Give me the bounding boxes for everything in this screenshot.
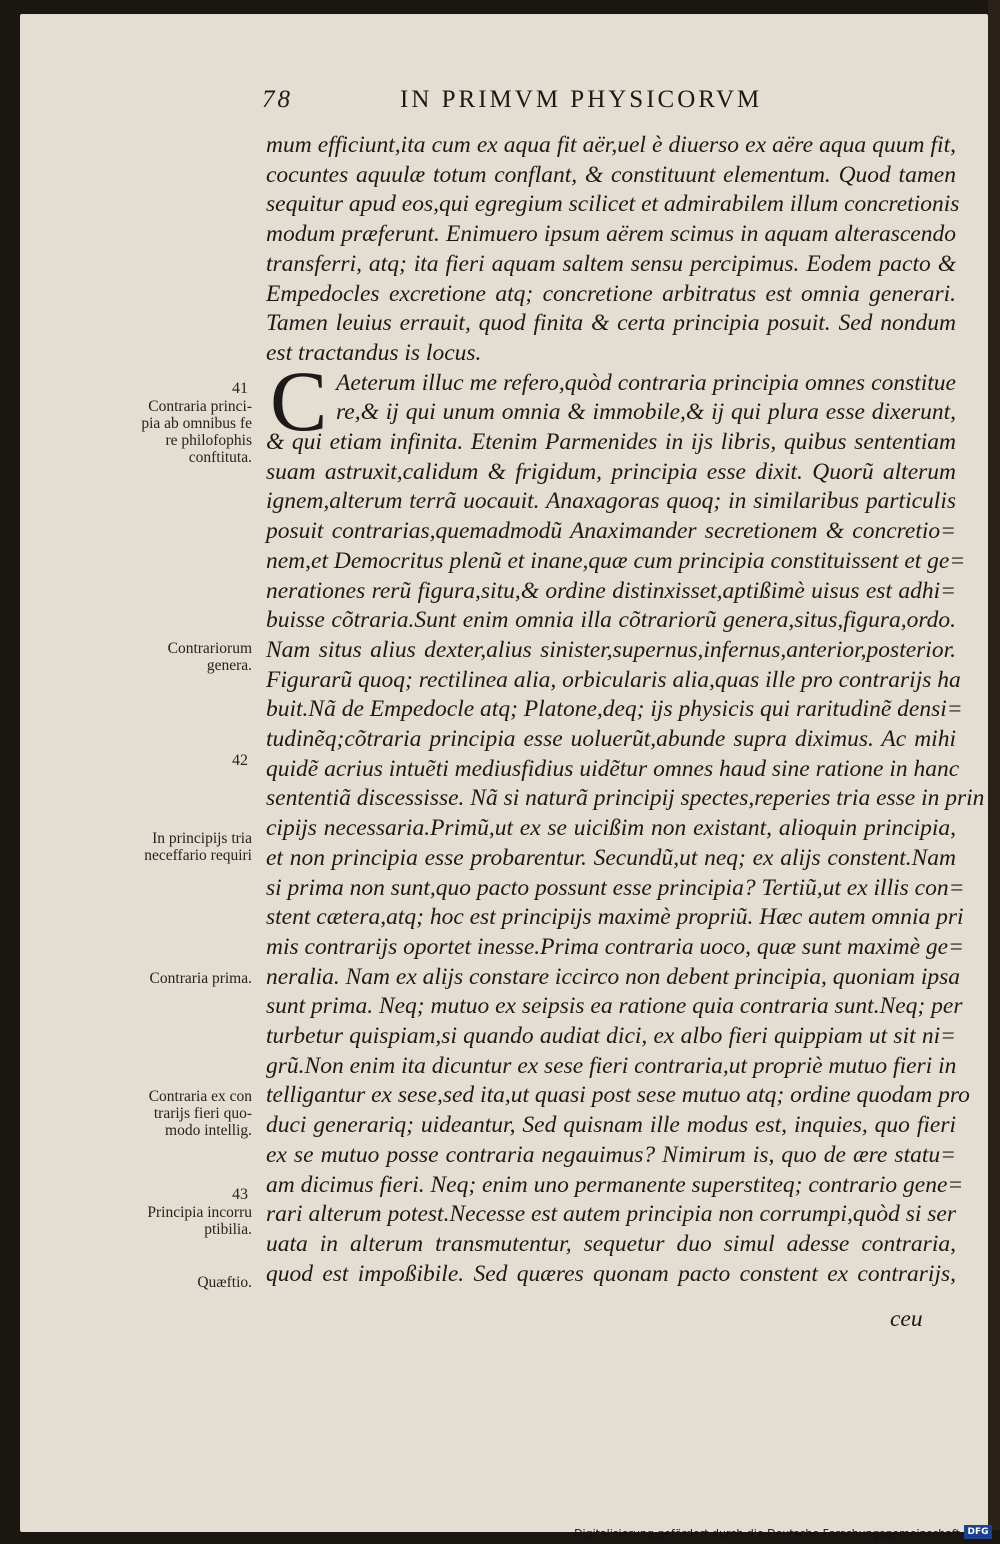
text-line: turbetur quispiam,si quando audiat dici, ex albo fieri quippiam ut sit ni= bbox=[266, 1023, 956, 1049]
text-line: stent cætera,atq; hoc est principijs maximè propriũ. Hæc autem omnia pri bbox=[266, 904, 964, 931]
margin-note-line: modo intellig. bbox=[165, 1122, 252, 1139]
text-line: posuit contrarias,quemadmodũ Anaximander secretionem & concretio= bbox=[266, 518, 956, 545]
text-line: ignem,alterum terrã uocauit. Anaxagoras quoq; in similaribus particulis bbox=[266, 488, 956, 515]
margin-note-line: Contraria princi- bbox=[148, 398, 252, 415]
text-line: telligantur ex sese,sed ita,ut quasi post sese mutuo atq; ordine quodam pro bbox=[266, 1082, 970, 1109]
text-line: nem,et Democritus plenũ et inane,quæ cum principia constituissent et ge= bbox=[266, 547, 966, 574]
margin-note-line: pia ab omnibus fe bbox=[141, 415, 252, 432]
text-line: Figurarũ quoq; rectilinea alia, orbicularis alia,quas ille pro contrarijs ha bbox=[266, 666, 961, 693]
margin-number: 41 bbox=[232, 380, 248, 397]
text-line: sequitur apud eos,qui egregium scilicet et admirabilem illum concretionis bbox=[266, 191, 960, 218]
text-line: buisse cõtraria.Sunt enim omnia illa cõtrariorũ genera,situs,figura,ordo. bbox=[266, 607, 956, 634]
margin-note bbox=[102, 1088, 252, 1139]
text-line: et non principia esse probarentur. Secundũ,ut neq; ex alijs constent.Nam bbox=[266, 844, 956, 871]
margin-note-line: Quæftio. bbox=[197, 1274, 252, 1291]
margin-note bbox=[102, 1204, 252, 1238]
digitization-credit: Digitalisierung gefördert durch die Deutsche Forschungsgemeinschaft bbox=[574, 1527, 960, 1540]
dfg-logo: DFG bbox=[964, 1525, 992, 1539]
margin-number: 42 bbox=[232, 752, 248, 769]
text-line: Tamen leuius errauit, quod finita & certa principia posuit. Sed nondum bbox=[266, 310, 956, 337]
margin-note bbox=[102, 830, 252, 864]
text-line: cocuntes aquulæ totum conflant, & constituunt elementum. Quod tamen bbox=[266, 161, 956, 188]
text-line: Aeterum illuc me refero,quòd contraria principia omnes constitue bbox=[336, 369, 956, 396]
text-line: neralia. Nam ex alijs constare iccirco non debent principia, quoniam ipsa bbox=[266, 963, 961, 990]
text-line: duci generariq; uideantur, Sed quisnam ille modus est, inquies, quo fieri bbox=[266, 1112, 956, 1139]
margin-number: 43 bbox=[232, 1186, 248, 1203]
margin-note-line: ptibilia. bbox=[204, 1221, 252, 1238]
margin-note-line: In principijs tria bbox=[152, 830, 252, 847]
margin-note-line: conftituta. bbox=[188, 449, 252, 466]
margin-note-line: Principia incorru bbox=[147, 1204, 252, 1221]
text-line: quidẽ acrius intuẽti mediusfidius uidẽtur omnes haud sine ratione in hanc bbox=[266, 755, 960, 782]
text-line: & qui etiam infinita. Etenim Parmenides in ijs libris, quibus sententiam bbox=[266, 429, 956, 455]
text-line: sententiã discessisse. Nã si naturã principij spectes,reperies tria esse in prin bbox=[266, 785, 985, 812]
text-line: Nam situs alius dexter,alius sinister,supernus,infernus,anterior,posterior. bbox=[266, 636, 956, 663]
text-line: grũ.Non enim ita dicuntur ex sese fieri contraria,ut propriè mutuo fieri in bbox=[266, 1052, 957, 1079]
text-line: modum præferunt. Enimuero ipsum aërem scimus in aquam alterascendo bbox=[266, 221, 956, 248]
text-line: tudinẽq;cõtraria principia esse uoluerũt,abunde supra diximus. Ac mihi bbox=[266, 726, 956, 752]
catchword: ceu bbox=[890, 1306, 923, 1332]
margin-note-line: genera. bbox=[206, 657, 252, 674]
margin-note bbox=[102, 1274, 252, 1291]
margin-note bbox=[102, 398, 252, 466]
text-line: transferri, atq; ita fieri aquam saltem sensu percipimus. Eodem pacto & bbox=[266, 250, 956, 277]
text-line: mum efficiunt,ita cum ex aqua fit aër,uel è diuerso ex aëre aqua quum fit, bbox=[266, 132, 956, 158]
margin-note bbox=[102, 640, 252, 674]
text-line: cipijs necessaria.Primũ,ut ex se uicißim non existant, alioquin principia, bbox=[266, 815, 956, 842]
margin-note-line: Contrariorum bbox=[167, 640, 252, 657]
margin-note bbox=[102, 970, 252, 987]
text-line: Empedocles excretione atq; concretione arbitratus est omnia generari. bbox=[266, 280, 956, 307]
margin-note-line: re philofophis bbox=[165, 432, 252, 449]
text-line: am dicimus fieri. Neq; enim uno permanente superstiteq; contrario gene= bbox=[266, 1171, 964, 1198]
text-line: nerationes rerũ figura,situ,& ordine distinxisset,aptißimè uisus est adhi= bbox=[266, 577, 956, 604]
text-line: est tractandus is locus. bbox=[266, 339, 482, 366]
text-line: suam astruxit,calidum & frigidum, principia esse dixit. Quorũ alterum bbox=[266, 458, 956, 485]
text-line: quod est impoßibile. Sed quæres quonam pacto constent ex contrarijs, bbox=[266, 1260, 956, 1287]
text-line: sunt prima. Neq; mutuo ex seipsis ea ratione quia contraria sunt.Neq; per bbox=[266, 993, 963, 1020]
text-line: ex se mutuo posse contraria negauimus? Nimirum is, quo de ære statu= bbox=[266, 1141, 956, 1168]
page-edge bbox=[988, 0, 1000, 1530]
margin-note-line: trarijs fieri quo- bbox=[153, 1105, 252, 1122]
text-line: mis contrarijs oportet inesse.Prima contraria uoco, quæ sunt maximè ge= bbox=[266, 933, 964, 960]
text-line: uata in alterum transmutentur, sequetur duo simul adesse contraria, bbox=[266, 1230, 956, 1257]
text-line: rari alterum potest.Necesse est autem principia non corrumpi,quòd si ser bbox=[266, 1201, 956, 1228]
margin-note-line: Contraria prima. bbox=[149, 970, 252, 987]
margin-note-line: Contraria ex con bbox=[148, 1088, 252, 1105]
text-line: si prima non sunt,quo pacto possunt esse principia? Tertiũ,ut ex illis con= bbox=[266, 874, 965, 901]
text-line: buit.Nã de Empedocle atq; Platone,deq; ijs physicis qui raritudinẽ densi= bbox=[266, 696, 963, 723]
text-line: re,& ij qui unum omnia & immobile,& ij qui plura esse dixerunt, bbox=[336, 399, 956, 426]
page-number: 78 bbox=[262, 86, 293, 113]
drop-capital: C bbox=[270, 353, 328, 449]
margin-note-line: neceffario requiri bbox=[144, 847, 252, 864]
running-title: IN PRIMVM PHYSICORVM bbox=[400, 86, 763, 113]
